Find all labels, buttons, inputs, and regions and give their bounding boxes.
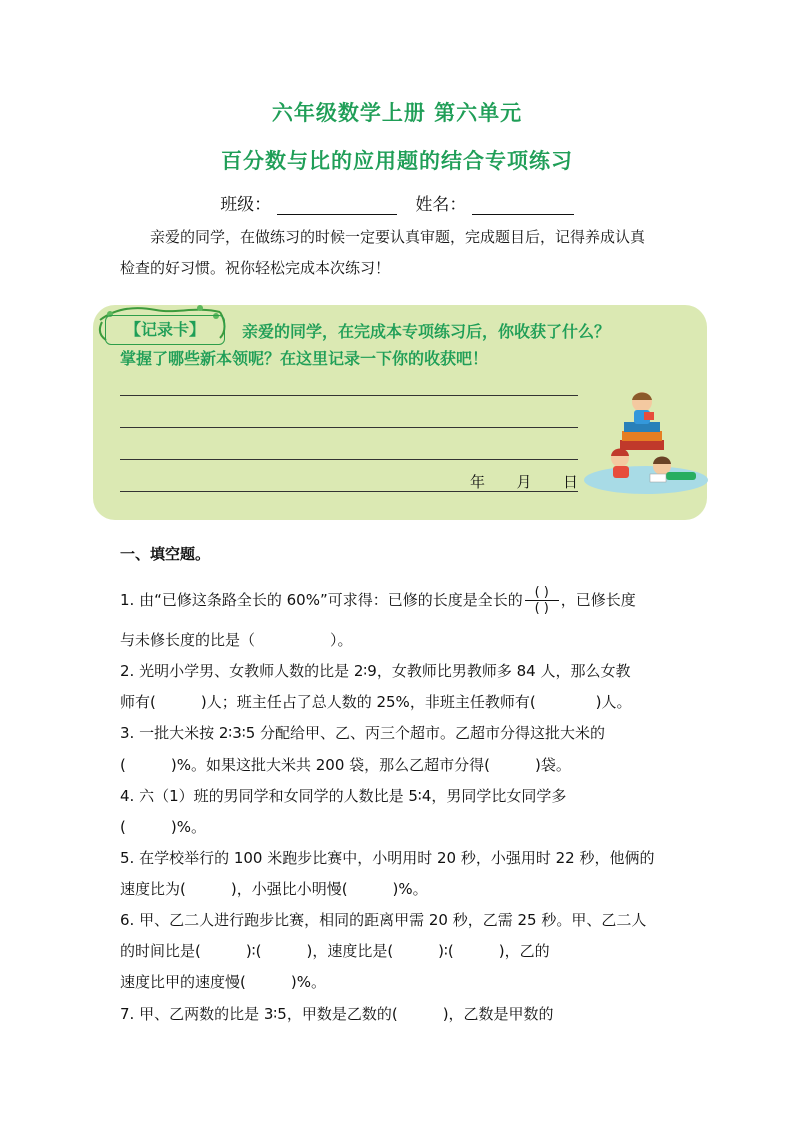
question-2-line-1: 2. 光明小学男、女教师人数的比是 2∶9，女教师比男教师多 84 人，那么女教 — [120, 662, 631, 680]
record-line-2[interactable] — [120, 427, 578, 428]
page-subtitle: 百分数与比的应用题的结合专项练习 — [221, 149, 573, 173]
question-5-line-1: 5. 在学校举行的 100 米跑步比赛中，小明用时 20 秒，小强用时 22 秒，他俩的 — [120, 849, 655, 867]
intro-paragraph — [120, 222, 686, 284]
page-title: 六年级数学上册 第六单元 — [271, 101, 523, 125]
question-5-line-2: 速度比为( )，小强比小明慢( )%。 — [120, 880, 428, 898]
fraction-numerator: ( ) — [525, 585, 559, 601]
question-1-line-2: 与未修长度的比是（ ）。 — [120, 631, 353, 649]
student-info-line — [0, 190, 794, 215]
question-4-line-1: 4. 六（1）班的男同学和女同学的人数比是 5∶4，男同学比女同学多 — [120, 787, 567, 805]
question-2-line-2: 师有( )人；班主任占了总人数的 25%，非班主任教师有( )人。 — [120, 693, 632, 711]
record-line-1[interactable] — [120, 395, 578, 396]
class-field[interactable] — [277, 198, 397, 215]
question-1-text-b: ，已修长度 — [560, 591, 636, 609]
record-line-3[interactable] — [120, 459, 578, 460]
question-6-line-3: 速度比甲的速度慢( )%。 — [120, 973, 326, 991]
fraction-denominator: ( ) — [534, 601, 549, 616]
question-1-text-a: 1. 由“已修这条路全长的 60%”可求得：已修的长度是全长的 — [120, 591, 523, 609]
year-label: 年 — [470, 473, 486, 491]
name-label: 姓名： — [415, 195, 467, 215]
record-card-line-1: 亲爱的同学，在完成本专项练习后，你收获了什么？ — [242, 322, 611, 341]
day-label: 日 — [562, 473, 578, 491]
intro-line-1: 亲爱的同学，在做练习的时候一定要认真审题，完成题目后，记得养成认真 — [150, 228, 646, 246]
record-date — [470, 471, 578, 492]
month-label: 月 — [516, 473, 532, 491]
name-field[interactable] — [472, 198, 574, 215]
question-6-line-2: 的时间比是( )∶( )，速度比是( )∶( )，乙的 — [120, 942, 550, 960]
record-card-line-2: 掌握了哪些新本领呢？在这里记录一下你的收获吧！ — [120, 349, 489, 368]
question-1-line-1 — [120, 585, 676, 616]
question-6-line-1: 6. 甲、乙二人进行跑步比赛，相同的距离甲需 20 秒，乙需 25 秒。甲、乙二人 — [120, 911, 647, 929]
question-1-fraction[interactable] — [525, 585, 559, 616]
section-fill-in-title: 一、填空题。 — [120, 545, 211, 563]
reading-children-illustration-icon — [580, 388, 712, 498]
class-label: 班级： — [220, 195, 272, 215]
question-7-line-1: 7. 甲、乙两数的比是 3∶5，甲数是乙数的( )，乙数是甲数的 — [120, 1005, 554, 1023]
question-3-line-1: 3. 一批大米按 2∶3∶5 分配给甲、乙、丙三个超市。乙超市分得这批大米的 — [120, 724, 606, 742]
question-3-line-2: ( )%。如果这批大米共 200 袋，那么乙超市分得( )袋。 — [120, 756, 571, 774]
record-card-tag: 【记录卡】 — [105, 315, 225, 345]
question-4-line-2: ( )%。 — [120, 818, 206, 836]
intro-line-2: 检查的好习惯。祝你轻松完成本次练习！ — [120, 259, 391, 277]
